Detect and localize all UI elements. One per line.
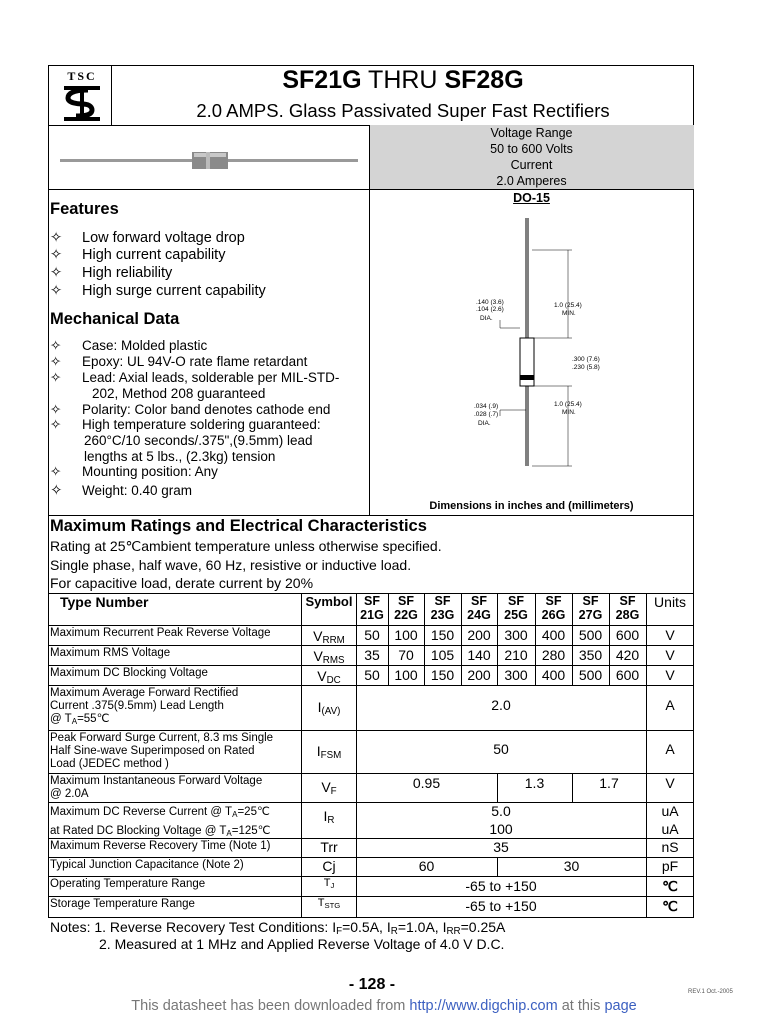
diamond-bullet-icon: ✧ xyxy=(50,247,63,263)
table-row-line xyxy=(48,685,694,686)
dim-wire-1: .034 (.9) xyxy=(474,403,499,410)
download-link[interactable]: http://www.digchip.com xyxy=(409,998,558,1014)
table-row-line xyxy=(48,896,694,897)
current-value: 2.0 Amperes xyxy=(496,174,567,188)
vrrm-value: 150 xyxy=(430,627,455,643)
unit-vrrm: V xyxy=(665,627,675,643)
row-label-vrms: Maximum RMS Voltage xyxy=(50,647,171,659)
mech-item: ✧ High temperature soldering guaranteed: xyxy=(50,417,321,432)
row-label-trr: Maximum Reverse Recovery Time (Note 1) xyxy=(50,840,271,852)
vrms-value: 420 xyxy=(615,647,640,663)
diamond-bullet-icon: ✧ xyxy=(50,265,63,281)
unit-vdc: V xyxy=(665,667,675,683)
dim-length-1: 1.0 (25.4) xyxy=(554,302,582,309)
mech-item-cont: lengths at 5 lbs., (2.3kg) tension xyxy=(84,449,276,464)
logo-text: TSC xyxy=(67,69,97,83)
symbol-iav: $I_{(AV)}$ xyxy=(317,699,341,717)
ratings-line-3: For capacitive load, derate current by 20% xyxy=(50,575,314,591)
diamond-bullet-icon: ✧ xyxy=(50,482,63,499)
tsc-logo xyxy=(58,69,106,121)
mechanical-heading: Mechanical Data xyxy=(50,310,180,328)
divider-package xyxy=(48,189,694,190)
vrrm-value: 200 xyxy=(467,627,491,643)
dim-wire-2: .028 (.7) xyxy=(474,411,499,418)
features-heading: Features xyxy=(50,200,119,218)
row-label-iav: Maximum Average Forward Rectified Current .375(9.5mm) Lead Length @ $T_A=55℃$ xyxy=(50,687,239,726)
feature-item: ✧ Low forward voltage drop xyxy=(50,230,245,246)
header-type-number: Type Number xyxy=(60,594,149,610)
mech-item: ✧ Mounting position: Any xyxy=(50,464,218,479)
row-label-ir: Maximum DC Reverse Current @ $T_A=25℃$ at Rated DC Blocking Voltage @ $T_A=125℃$ xyxy=(50,806,271,838)
package-caption: Dimensions in inches and (millimeters) xyxy=(429,500,634,512)
symbol-trr: Trr xyxy=(320,839,338,855)
vrms-value: 140 xyxy=(467,647,491,663)
symbol-ifsm: $I_{FSM}$ xyxy=(316,743,342,761)
dim-lead-dia-2: .104 (2.6) xyxy=(476,306,504,313)
symbol-vrms: $V_{RMS}$ xyxy=(313,648,345,666)
vrms-value: 210 xyxy=(504,647,528,663)
vrrm-value: 600 xyxy=(615,627,640,643)
table-row-line xyxy=(48,665,694,666)
table-row-line xyxy=(48,645,694,646)
cj-value: 60 xyxy=(418,858,435,874)
symbol-cj: Cj xyxy=(322,858,336,874)
ir-value-25: 5.0 xyxy=(491,803,511,819)
diamond-bullet-icon: ✧ xyxy=(50,230,63,246)
dim-min-2: MIN. xyxy=(562,409,576,416)
vrrm-value: 400 xyxy=(541,627,566,643)
unit-vrms: V xyxy=(665,647,675,663)
divider-ratings xyxy=(48,515,694,516)
table-row-line xyxy=(48,773,694,774)
dim-body-1: .300 (7.6) xyxy=(572,356,600,363)
diamond-bullet-icon: ✧ xyxy=(50,370,62,385)
package-outline-icon xyxy=(470,210,590,480)
symbol-tj: $T_J$ xyxy=(323,877,335,890)
unit-cj: pF xyxy=(661,858,679,874)
dim-body-2: .230 (5.8) xyxy=(572,364,600,371)
diamond-bullet-icon: ✧ xyxy=(50,354,62,369)
feature-item: ✧ High reliability xyxy=(50,265,173,281)
vrrm-value: 50 xyxy=(364,627,380,643)
revision: REV.1 Oct.-2005 xyxy=(688,989,733,995)
dim-min-1: MIN. xyxy=(562,310,576,317)
diamond-bullet-icon: ✧ xyxy=(50,417,62,432)
vrms-value: 35 xyxy=(364,647,380,663)
voltage-range-label: Voltage Range xyxy=(490,126,573,140)
part-header: SF 27G xyxy=(578,594,603,622)
unit-vf: V xyxy=(665,775,675,791)
part-header: SF 25G xyxy=(504,594,528,622)
part-header: SF 22G xyxy=(394,594,418,622)
page-subtitle: 2.0 AMPS. Glass Passivated Super Fast Rectifiers xyxy=(196,100,610,121)
unit-ir-2: uA xyxy=(661,821,679,837)
unit-tstg: ℃ xyxy=(662,898,678,914)
ratings-line-1: Rating at 25℃ambient temperature unless otherwise specified. xyxy=(50,538,442,554)
feature-item: ✧ High current capability xyxy=(50,247,226,263)
note-2: 2. Measured at 1 MHz and Applied Reverse Voltage of 4.0 V D.C. xyxy=(99,936,505,952)
part-header: SF 26G xyxy=(541,594,566,622)
ratings-line-2: Single phase, half wave, 60 Hz, resistive or inductive load. xyxy=(50,557,412,573)
unit-trr: nS xyxy=(661,839,679,855)
vrms-value: 350 xyxy=(578,647,603,663)
vdc-value: 150 xyxy=(430,667,455,683)
table-row-line xyxy=(48,876,694,877)
cj-value: 30 xyxy=(563,858,580,874)
vrms-value: 105 xyxy=(430,647,455,663)
part-header: SF 24G xyxy=(467,594,491,622)
vf-value: 1.3 xyxy=(524,775,545,791)
diamond-bullet-icon: ✧ xyxy=(50,402,62,417)
current-label: Current xyxy=(510,158,553,172)
row-label-vdc: Maximum DC Blocking Voltage xyxy=(50,667,208,679)
vf-value: 0.95 xyxy=(412,775,441,791)
table-row-line xyxy=(48,730,694,731)
diode-illustration-icon xyxy=(58,150,360,172)
table-row-line xyxy=(48,625,694,626)
vdc-value: 600 xyxy=(615,667,640,683)
part-header: SF 23G xyxy=(430,594,455,622)
tj-value: -65 to +150 xyxy=(465,878,537,894)
diamond-bullet-icon: ✧ xyxy=(50,464,62,479)
part-header: SF 28G xyxy=(615,594,640,622)
row-label-ifsm: Peak Forward Surge Current, 8.3 ms Single Half Sine-wave Superimposed on Rated Load (JEDEC method ) xyxy=(50,732,274,770)
row-label-vf: Maximum Instantaneous Forward Voltage @ 2.0A xyxy=(50,775,263,800)
tstg-value: -65 to +150 xyxy=(465,898,537,914)
dim-dia-2: DIA. xyxy=(478,420,491,427)
vdc-value: 100 xyxy=(394,667,418,683)
dim-length-2: 1.0 (25.4) xyxy=(554,401,582,408)
vf-value: 1.7 xyxy=(599,775,619,791)
page-title: SF21G THRU SF28G xyxy=(282,66,524,94)
row-label-tstg: Storage Temperature Range xyxy=(50,898,195,910)
mech-item: ✧ Epoxy: UL 94V-O rate flame retardant xyxy=(50,354,308,369)
ratings-heading: Maximum Ratings and Electrical Characteristics xyxy=(50,517,427,535)
row-label-vrrm: Maximum Recurrent Peak Reverse Voltage xyxy=(50,627,271,639)
voltage-range-value: 50 to 600 Volts xyxy=(490,142,573,156)
vdc-value: 300 xyxy=(504,667,528,683)
page-number: - 128 - xyxy=(348,976,396,993)
diamond-bullet-icon: ✧ xyxy=(50,338,62,353)
logo-mark-icon xyxy=(58,84,106,122)
vrrm-value: 500 xyxy=(578,627,603,643)
vrms-value: 70 xyxy=(398,647,414,663)
vdc-value: 500 xyxy=(578,667,603,683)
symbol-vdc: $V_{DC}$ xyxy=(317,668,341,686)
diamond-bullet-icon: ✧ xyxy=(50,283,63,299)
unit-ifsm: A xyxy=(665,741,675,757)
symbol-ir: $I_R$ xyxy=(323,808,335,826)
unit-tj: ℃ xyxy=(662,878,678,894)
trr-value: 35 xyxy=(493,839,509,855)
unit-iav: A xyxy=(665,697,675,713)
mech-item: ✧ Case: Molded plastic xyxy=(50,338,208,353)
vdc-value: 400 xyxy=(541,667,566,683)
download-notice: This datasheet has been downloaded from http://www.digchip.com at this page xyxy=(131,998,637,1014)
vrrm-value: 100 xyxy=(394,627,418,643)
row-label-tj: Operating Temperature Range xyxy=(50,878,206,890)
ifsm-value: 50 xyxy=(493,741,509,757)
feature-item: ✧ High surge current capability xyxy=(50,283,266,299)
vdc-value: 50 xyxy=(364,667,380,683)
row-label-cj: Typical Junction Capacitance (Note 2) xyxy=(50,859,244,871)
dim-lead-dia-1: .140 (3.6) xyxy=(476,299,504,306)
symbol-vrrm: $V_{RRM}$ xyxy=(313,628,345,646)
vrrm-value: 300 xyxy=(504,627,528,643)
mech-item-cont: 260°C/10 seconds/.375",(9.5mm) lead xyxy=(84,433,313,448)
mech-item-cont: 202, Method 208 guaranteed xyxy=(92,386,266,401)
symbol-vf: $V_F$ xyxy=(321,779,337,797)
vdc-value: 200 xyxy=(467,667,491,683)
mech-item: ✧ Lead: Axial leads, solderable per MIL-STD- xyxy=(50,370,340,385)
page-link[interactable]: page xyxy=(604,998,637,1014)
iav-value: 2.0 xyxy=(491,697,511,713)
header-units: Units xyxy=(654,594,686,610)
unit-ir-1: uA xyxy=(661,803,679,819)
package-name: DO-15 xyxy=(513,191,550,205)
symbol-tstg: $T_{STG}$ xyxy=(317,897,341,910)
mech-item: ✧ Polarity: Color band denotes cathode end xyxy=(50,402,331,417)
mech-item: ✧ Weight: 0.40 gram xyxy=(50,482,193,499)
dim-dia-1: DIA. xyxy=(480,315,493,322)
note-1: Notes: 1. Reverse Recovery Test Conditions: $I_F=0.5A$, $I_R=1.0A$, $I_{RR}=0.25A$ xyxy=(50,919,506,937)
header-symbol: Symbol xyxy=(305,594,353,609)
ir-value-125: 100 xyxy=(489,821,513,837)
part-header: SF 21G xyxy=(360,594,384,622)
vrms-value: 280 xyxy=(541,647,566,663)
